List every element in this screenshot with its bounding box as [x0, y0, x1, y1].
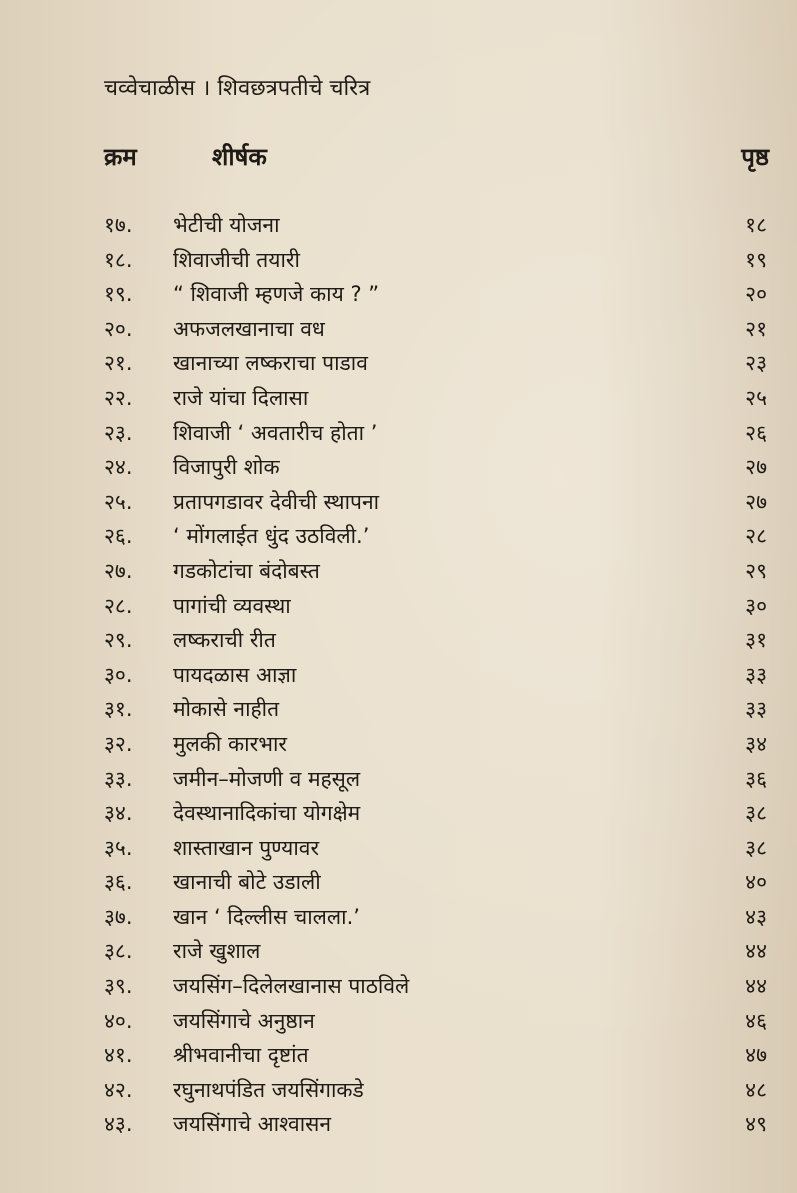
contents-row: [0, 243, 797, 278]
contents-row: [0, 1073, 797, 1108]
entry-page: ३८: [745, 835, 767, 860]
entry-number: ३५.: [104, 835, 133, 860]
entry-page: ३८: [745, 801, 767, 826]
contents-row: [0, 416, 797, 451]
entry-number: २३.: [104, 420, 133, 445]
entry-page: २६: [745, 420, 767, 445]
entry-page: २७: [745, 489, 767, 514]
contents-row: [0, 969, 797, 1004]
contents-row: [0, 346, 797, 381]
entry-page: ३३: [745, 662, 767, 687]
entry-title: गडकोटांचा बंदोबस्त: [173, 558, 320, 583]
entry-page: २१: [745, 316, 767, 341]
entry-number: ३०.: [104, 662, 133, 687]
contents-row: [0, 796, 797, 831]
entry-number: २१.: [104, 351, 133, 376]
entry-title: मुलकी कारभार: [173, 731, 287, 756]
entry-number: ४०.: [104, 1008, 133, 1033]
contents-row: [0, 589, 797, 624]
entry-title: विजापुरी शोक: [173, 455, 280, 480]
entry-title: खान ‘ दिल्लीस चालला.’: [173, 904, 360, 929]
entry-number: २४.: [104, 455, 133, 480]
entry-title: ‘ मोंगलाईत धुंद उठविली.’: [173, 524, 370, 549]
entry-page: २५: [745, 385, 767, 410]
entry-page: ३१: [745, 628, 767, 653]
column-header-number: क्रम: [104, 143, 137, 171]
entry-title: जयसिंगाचे आश्वासन: [173, 1112, 332, 1137]
entry-number: ४२.: [104, 1077, 133, 1102]
entry-number: १८.: [104, 247, 133, 272]
contents-row: [0, 934, 797, 969]
contents-row: [0, 208, 797, 243]
entry-number: ३९.: [104, 974, 133, 999]
contents-list: [0, 208, 797, 1142]
entry-number: २२.: [104, 385, 133, 410]
entry-title: राजे यांचा दिलासा: [173, 385, 309, 410]
entry-title: राजे खुशाल: [173, 939, 261, 964]
entry-number: ३६.: [104, 870, 133, 895]
contents-row: [0, 762, 797, 797]
contents-row: [0, 692, 797, 727]
entry-number: ४३.: [104, 1112, 133, 1137]
contents-row: [0, 727, 797, 762]
entry-title: पागांची व्यवस्था: [173, 593, 291, 618]
entry-number: ३४.: [104, 801, 133, 826]
entry-page: ४३: [745, 904, 767, 929]
entry-title: शास्ताखान पुण्यावर: [173, 835, 320, 860]
entry-number: ३७.: [104, 904, 133, 929]
entry-page: १९: [745, 247, 767, 272]
contents-row: [0, 519, 797, 554]
entry-page: २९: [745, 558, 767, 583]
entry-number: ३१.: [104, 697, 133, 722]
entry-title: खानाची बोटे उडाली: [173, 870, 321, 895]
entry-title: पायदळास आज्ञा: [173, 662, 297, 687]
entry-page: ४६: [745, 1008, 767, 1033]
entry-number: ३३.: [104, 766, 133, 791]
entry-page: ३०: [745, 593, 767, 618]
entry-number: १७.: [104, 213, 133, 237]
entry-page: ३६: [745, 766, 767, 791]
running-header: चव्वेचाळीस । शिवछत्रपतीचे चरित्र: [104, 76, 371, 101]
column-header-title: शीर्षक: [212, 143, 267, 171]
contents-row: [0, 554, 797, 589]
entry-title: लष्कराची रीत: [173, 628, 276, 653]
contents-row: [0, 312, 797, 347]
entry-number: १९.: [104, 282, 133, 307]
entry-title: भेटीची योजना: [173, 213, 280, 237]
entry-number: २६.: [104, 524, 133, 549]
column-header-page: पृष्ठ: [741, 143, 769, 171]
entry-page: ३३: [745, 697, 767, 722]
entry-title: खानाच्या लष्कराचा पाडाव: [173, 351, 368, 376]
contents-row: [0, 658, 797, 693]
contents-row: [0, 865, 797, 900]
entry-number: ३२.: [104, 731, 133, 756]
entry-page: २८: [745, 524, 767, 549]
entry-page: ४०: [745, 870, 767, 895]
contents-row: [0, 1038, 797, 1073]
entry-number: २५.: [104, 489, 133, 514]
entry-page: ४७: [745, 1043, 767, 1068]
entry-page: १८: [745, 213, 767, 237]
contents-row: [0, 900, 797, 935]
entry-title: जयसिंग–दिलेलखानास पाठविले: [173, 974, 410, 999]
contents-row: [0, 623, 797, 658]
contents-row: [0, 485, 797, 520]
entry-number: २७.: [104, 558, 133, 583]
contents-row: [0, 277, 797, 312]
entry-title: जयसिंगाचे अनुष्ठान: [173, 1008, 315, 1033]
entry-number: ३८.: [104, 939, 133, 964]
contents-row: [0, 1004, 797, 1039]
entry-number: २०.: [104, 316, 133, 341]
entry-title: “ शिवाजी म्हणजे काय ? ”: [173, 282, 380, 307]
entry-page: २३: [745, 351, 767, 376]
entry-page: २७: [745, 455, 767, 480]
entry-title: रघुनाथपंडित जयसिंगाकडे: [173, 1077, 364, 1102]
entry-number: २९.: [104, 628, 133, 653]
entry-title: शिवाजीची तयारी: [173, 247, 300, 272]
entry-page: २०: [745, 282, 767, 307]
entry-number: ४१.: [104, 1043, 133, 1068]
entry-title: शिवाजी ‘ अवतारीच होता ’: [173, 420, 378, 445]
entry-page: ४४: [745, 974, 767, 999]
entry-title: जमीन–मोजणी व महसूल: [173, 766, 361, 791]
entry-title: श्रीभवानीचा दृष्टांत: [173, 1043, 309, 1068]
entry-page: ३४: [745, 731, 767, 756]
entry-number: २८.: [104, 593, 133, 618]
entry-title: अफजलखानाचा वध: [173, 316, 325, 341]
entry-title: देवस्थानादिकांचा योगक्षेम: [173, 801, 361, 826]
contents-row: [0, 831, 797, 866]
entry-page: ४९: [745, 1112, 767, 1137]
entry-page: ४४: [745, 939, 767, 964]
contents-row: [0, 450, 797, 485]
entry-title: प्रतापगडावर देवीची स्थापना: [173, 489, 380, 514]
contents-row: [0, 381, 797, 416]
entry-page: ४८: [745, 1077, 767, 1102]
contents-row: [0, 1107, 797, 1142]
entry-title: मोकासे नाहीत: [173, 697, 280, 722]
